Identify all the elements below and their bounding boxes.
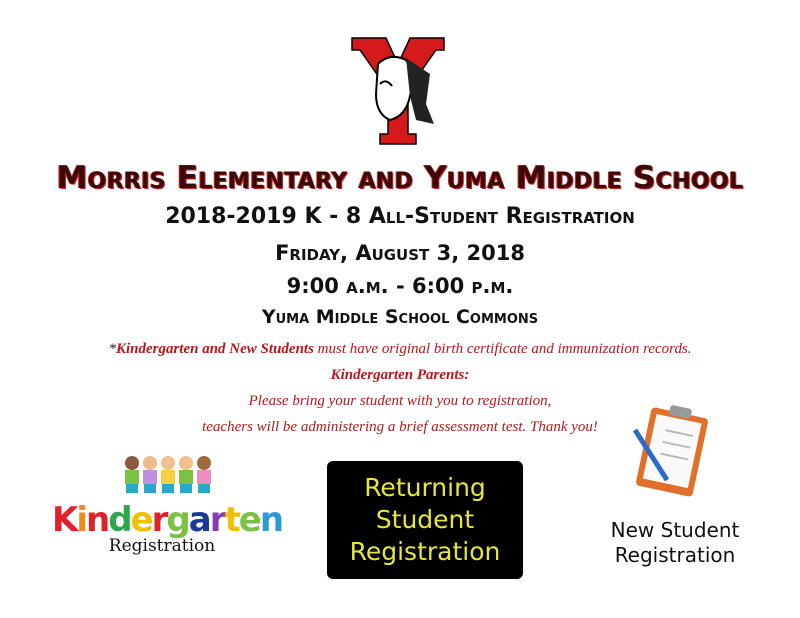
- event-subtitle: 2018-2019 K - 8 All-Student Registration: [165, 204, 635, 229]
- requirements-note: [0, 341, 800, 358]
- event-location: Yuma Middle School Commons: [261, 306, 539, 328]
- kindergarten-registration-link[interactable]: [52, 455, 283, 567]
- event-time: 9:00 a.m. - 6:00 p.m.: [286, 274, 514, 298]
- new-student-registration-link[interactable]: [600, 518, 750, 568]
- parents-heading: Kindergarten Parents:: [330, 367, 470, 383]
- new-student-line1: New Student: [610, 518, 740, 542]
- school-logo: [350, 34, 446, 146]
- asterisk: *: [108, 341, 116, 357]
- parents-note-line1: Please bring your student with you to registration,: [248, 393, 552, 409]
- parents-note-line2: teachers will be administering a brief assessment test. Thank you!: [202, 419, 598, 435]
- kindergarten-title: Kindergarten: [52, 500, 283, 540]
- new-student-line2: Registration: [614, 543, 736, 567]
- kindergarten-subtitle: Registration: [108, 536, 216, 556]
- requirements-text: must have original birth certificate and immunization records.: [313, 341, 692, 357]
- returning-student-registration-button[interactable]: [327, 461, 523, 579]
- returning-line1: Returning: [364, 473, 486, 502]
- page-title: Morris Elementary and Yuma Middle School: [56, 160, 744, 196]
- requirements-emphasis: Kindergarten and New Students: [115, 341, 314, 357]
- clipboard-icon[interactable]: [625, 400, 710, 500]
- returning-line3: Registration: [349, 537, 501, 566]
- event-date: Friday, August 3, 2018: [275, 241, 525, 265]
- returning-line2: Student: [375, 505, 475, 534]
- children-illustration-icon: [52, 455, 272, 495]
